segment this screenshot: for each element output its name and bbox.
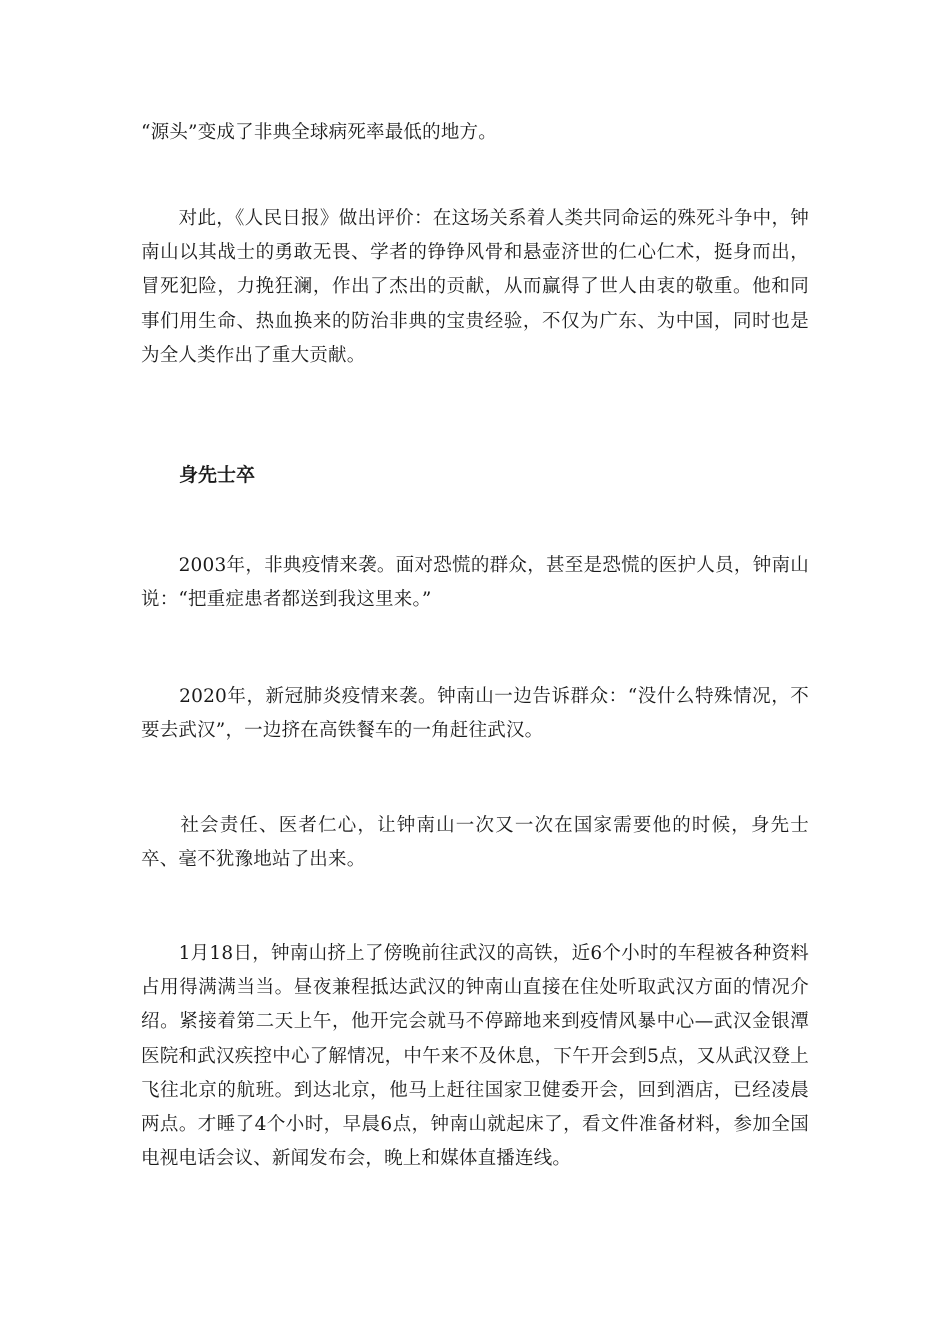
- paragraph-jan-18: 1月18日，钟南山挤上了傍晚前往武汉的高铁，近6个小时的车程被各种资料占用得满满当当。昼夜兼程抵达武汉的钟南山直接在住处听取武汉方面的情况介绍。紧接着第二天上午，他开完会就马不停蹄地来到疫情风暴中心—武汉金银潭医院和武汉疾控中心了解情况，中午来不及休息，下午开会到5点，又从武汉登上飞往北京的航班。到达北京，他马上赶往国家卫健委开会，回到酒店，已经凌晨两点。才睡了4个小时，早晨6点，钟南山就起床了，看文件准备材料，参加全国电视电话会议、新闻发布会，晚上和媒体直播连线。: [141, 943, 809, 1170]
- paragraph-peoples-daily: 对此，《人民日报》做出评价：在这场关系着人类共同命运的殊死斗争中，钟南山以其战士的勇敢无畏、学者的铮铮风骨和悬壶济世的仁心仁术，挺身而出，冒死犯险，力挽狂澜，作出了杰出的贡献，从而赢得了世人由衷的敬重。他和同事们用生命、热血换来的防治非典的宝贵经验，不仅为广东、为中国，同时也是为全人类作出了重大贡献。: [141, 208, 809, 366]
- paragraph-2003: 2003年，非典疫情来袭。面对恐慌的群众，甚至是恐慌的医护人员，钟南山说：“把重症患者都送到我这里来。”: [141, 555, 809, 611]
- section-heading: 身先士卒: [179, 464, 256, 486]
- paragraph-intro: “源头”变成了非典全球病死率最低的地方。: [141, 122, 497, 143]
- paragraph-responsibility: 社会责任、医者仁心，让钟南山一次又一次在国家需要他的时候，身先士卒、毫不犹豫地站了出来。: [141, 815, 809, 871]
- paragraph-2020: 2020年，新冠肺炎疫情来袭。钟南山一边告诉群众：“没什么特殊情况，不要去武汉”，一边挤在高铁餐车的一角赶往武汉。: [141, 686, 809, 742]
